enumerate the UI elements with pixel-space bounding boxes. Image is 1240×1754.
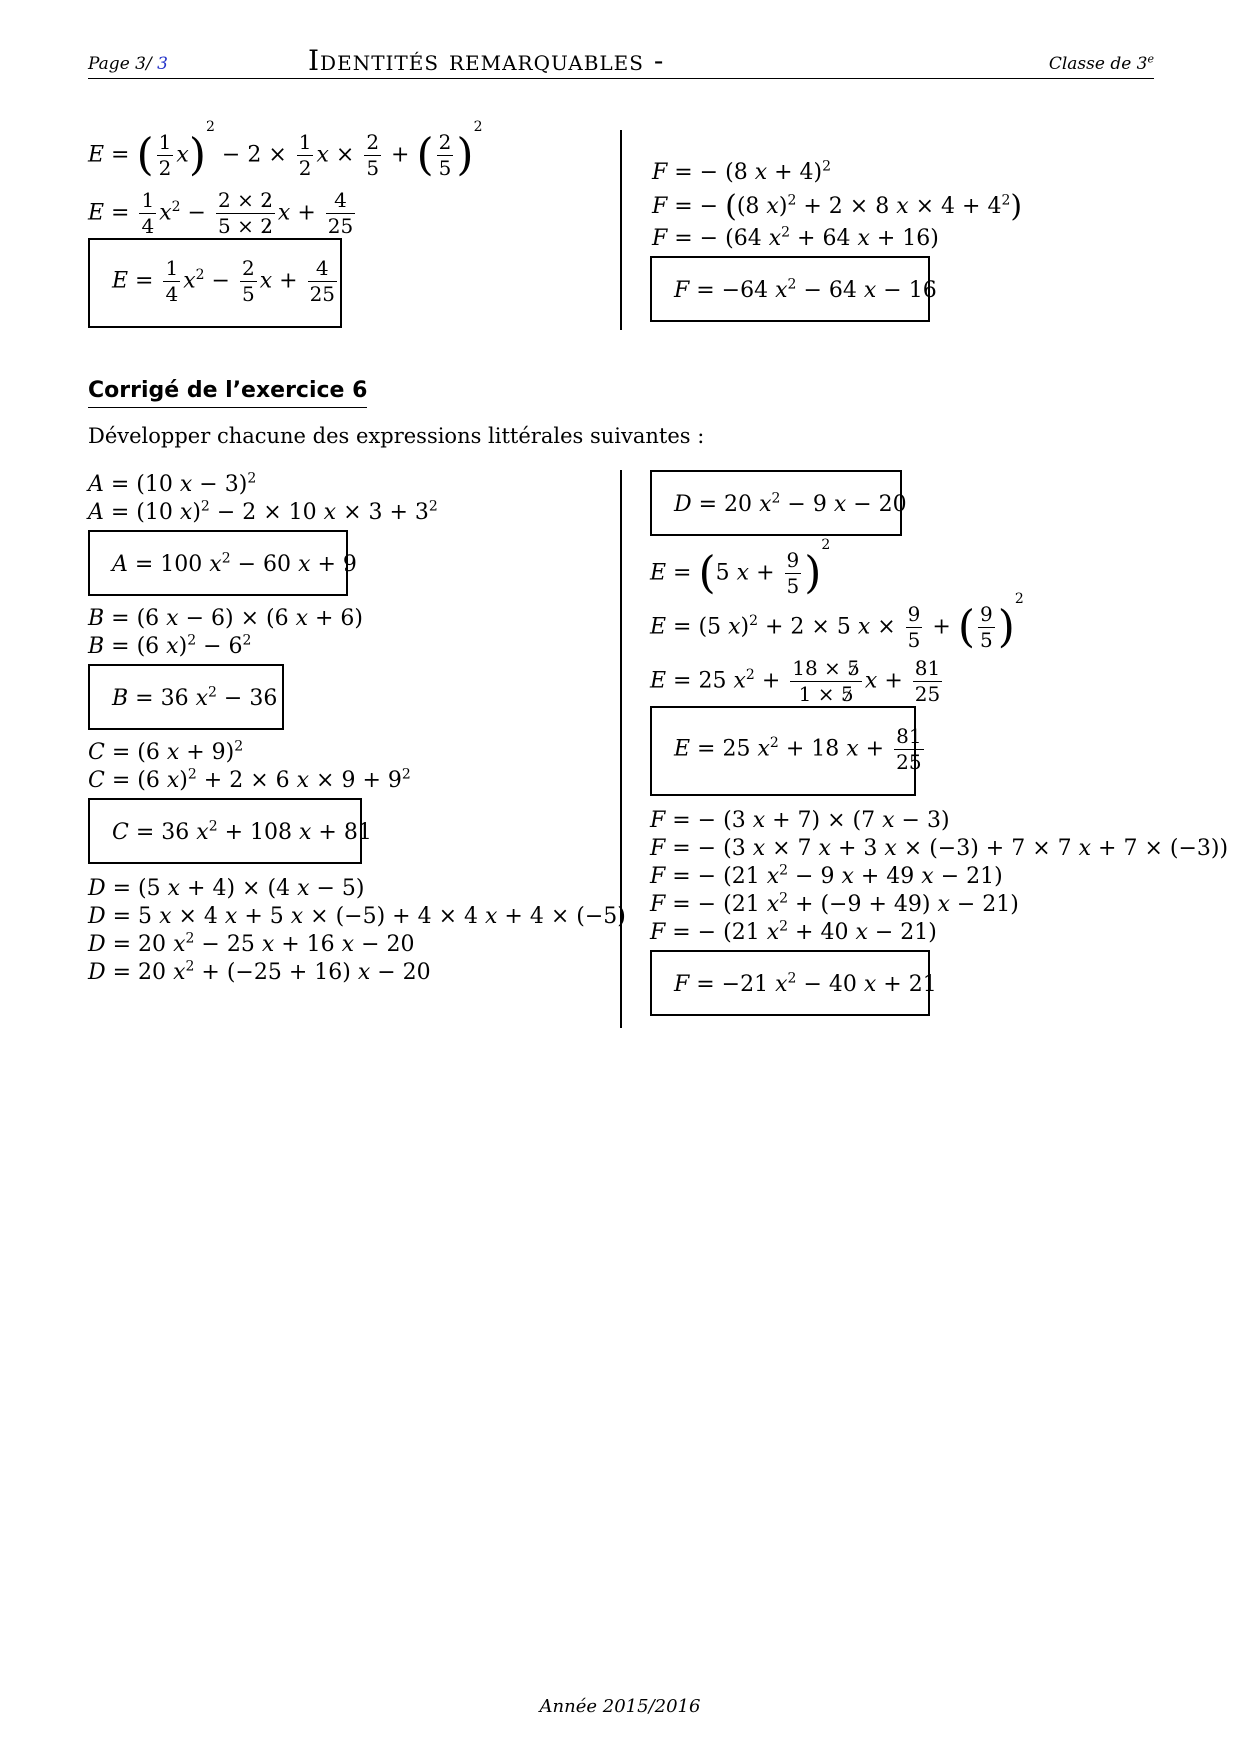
page-header xyxy=(88,44,1154,78)
math-line-F-6: F = − (21 $x^2 - 9$ x + 49 x − 21) xyxy=(650,862,1003,889)
math-line-E-5: E = 25 $x^2$ + $\frac{18 \times 5}{1 \times 5}$ x + $\frac{81}{25}$ xyxy=(650,656,941,706)
math-line-F-4: F = − (3 x + 7) × (7 x − 3) xyxy=(650,808,950,833)
math-line-E-2: E = $\frac{1}{4}$ $x^2$ − $\frac{2 \times 2}{5 \times 2}$ x + $\frac{4}{25}$ xyxy=(88,188,354,238)
math-line-C-1: C = (6 x + 9)$^2$ xyxy=(88,738,244,765)
result-box-E-bottom xyxy=(650,706,922,796)
class-label: Classe de 3e xyxy=(1048,52,1154,74)
math-line-F-8: F = − (21 $x^2 + 40$ x − 21) xyxy=(650,918,937,945)
math-result-B: B = 36 $x^2 - 36$ xyxy=(112,684,278,711)
math-line-D-1: D = (5 x + 4) × (4 x − 5) xyxy=(88,876,365,901)
page-total-link[interactable]: 3 xyxy=(157,54,168,74)
result-box-F-bottom xyxy=(650,950,937,1016)
math-result-E-bottom: E = 25 $x^2 + 18$ x + $\frac{81}{25}$ xyxy=(674,724,922,774)
column-divider-bottom xyxy=(620,470,622,1028)
header-rule xyxy=(88,78,1154,79)
page-footer: Année 2015/2016 xyxy=(539,1696,701,1717)
math-result-F-bottom: F = −21 $x^2 - 40$ x + 21 xyxy=(674,970,937,997)
math-line-F-1: F = − (8 x + 4)$^2$ xyxy=(652,158,832,185)
math-result-A: A = 100 $x^2 - 60$ x + 9 xyxy=(112,550,357,577)
math-line-C-2: C = (6 x)$^2$ + 2 × 6 $x \times 9 + 9^2$ xyxy=(88,766,411,793)
math-line-E-3: E = (5 x + $\frac{9}{5}$ )$^2$ xyxy=(650,537,831,599)
math-line-F-5: F = − (3 x × 7 x + 3 x × (−3) + 7 × 7 x + 7 × (−3)) xyxy=(650,836,1229,861)
math-line-F-2: F = − ((8 x)$^2$ + 2 × 8 $x \times 4 + 4^2$) xyxy=(652,189,1023,224)
math-line-D-2: D = 5 x × 4 x + 5 x × (−5) + 4 × 4 x + 4 × (−5) xyxy=(88,904,626,929)
math-line-E-4: E = (5 x)$^2$ + 2 × 5 x × $\frac{9}{5}$ + ( $\frac{9}{5}$ )$^2$ xyxy=(650,591,1024,653)
page-number: Page 3/ 3 xyxy=(88,54,168,74)
math-line-A-1: A = (10 x − 3)$^2$ xyxy=(88,470,257,497)
math-result-E-top: E = $\frac{1}{4}$ $x^2$ − $\frac{2}{5}$ x + $\frac{4}{25}$ xyxy=(112,256,336,306)
exercise-heading: Corrigé de l’exercice 6 xyxy=(88,378,367,408)
exercise-instruction: Développer chacune des expressions littérales suivantes : xyxy=(88,424,705,448)
result-box-C xyxy=(88,798,372,864)
math-line-F-3: F = − (64 $x^2 + 64$ x + 16) xyxy=(652,224,939,251)
math-result-C: C = 36 $x^2 + 108$ x + 81 xyxy=(112,818,372,845)
math-line-F-7: F = − (21 $x^2 + (-9 + 49) x - 21$) xyxy=(650,890,1019,917)
math-line-B-2: B = (6 $x)^2 - 6^2$ xyxy=(88,632,252,659)
result-box-F-top xyxy=(650,256,937,322)
math-line-B-1: B = (6 x − 6) × (6 x + 6) xyxy=(88,606,364,631)
document-title: Identités remarquables - xyxy=(308,44,665,77)
math-line-E-1: E = ( $\frac{1}{2}$ x)$^2$ − 2 × $\frac{1}{2}$ x × $\frac{2}{5}$ + ( $\frac{2}{5}$ )$^2$ xyxy=(88,119,483,181)
math-result-D: D = 20 $x^2 - 9$ x − 20 xyxy=(674,490,907,517)
math-line-D-4: D = 20 $x^2 + (-25 + 16) x - 20$ xyxy=(88,958,431,985)
result-box-B xyxy=(88,664,284,730)
math-line-D-3: D = 20 $x^2 - 25$ x + 16 x − 20 xyxy=(88,930,415,957)
result-box-D xyxy=(650,470,907,536)
math-result-F-top: F = −64 $x^2 - 64$ x − 16 xyxy=(674,276,937,303)
result-box-E-top xyxy=(88,238,342,328)
math-line-A-2: A = (10 x)$^2$ − 2 × 10 $x \times 3 + 3^2$ xyxy=(88,498,438,525)
column-divider-top xyxy=(620,130,622,330)
result-box-A xyxy=(88,530,357,596)
